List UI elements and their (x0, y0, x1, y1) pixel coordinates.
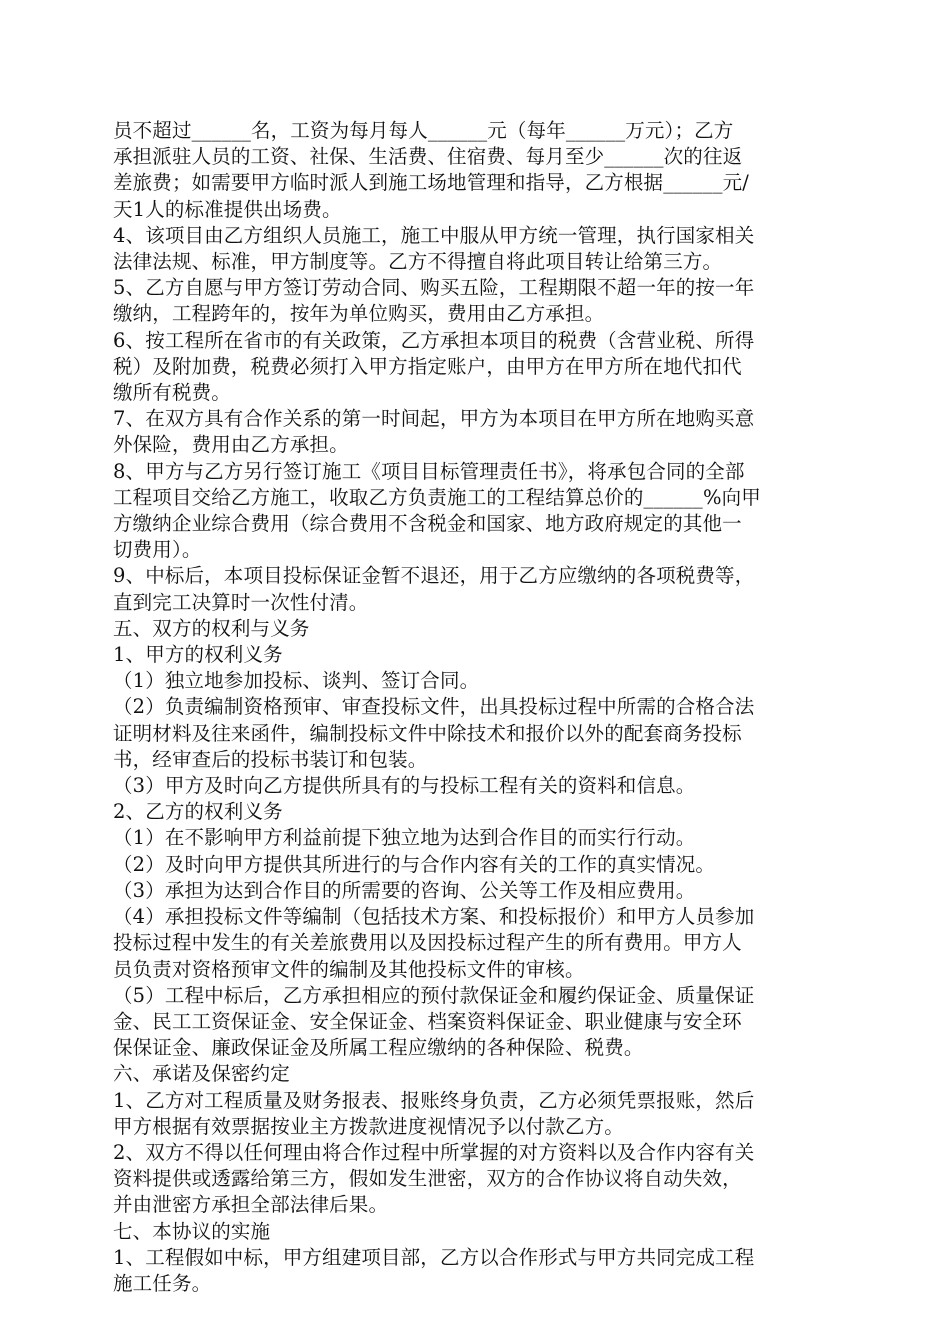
text-line: 4、该项目由乙方组织人员施工，施工中服从甲方统一管理，执行国家相关 (113, 223, 755, 247)
text-line: 8、甲方与乙方另行签订施工《项目目标管理责任书》，将承包合同的全部 (113, 459, 745, 483)
text-line: 承担派驻人员的工资、社保、生活费、住宿费、每月至少______次的往返 (113, 145, 743, 169)
text-line: 金、民工工资保证金、安全保证金、档案资料保证金、职业健康与安全环 (113, 1009, 742, 1033)
text-line: （1）在不影响甲方利益前提下独立地为达到合作目的而实行行动。 (113, 826, 696, 850)
text-line: （3）甲方及时向乙方提供所具有的与投标工程有关的资料和信息。 (113, 774, 696, 798)
text-line: 书，经审查后的投标书装订和包装。 (113, 747, 428, 771)
text-line: （4）承担投标文件等编制（包括技术方案、和投标报价）和甲方人员参加 (113, 905, 755, 929)
text-line: 天1人的标准提供出场费。 (113, 197, 342, 221)
section-heading: 五、双方的权利与义务 (113, 616, 310, 640)
text-line: 缴纳，工程跨年的，按年为单位购买，费用由乙方承担。 (113, 302, 605, 326)
text-line: 9、中标后，本项目投标保证金暂不退还，用于乙方应缴纳的各项税费等， (113, 564, 755, 588)
subsection-heading: 2、乙方的权利义务 (113, 800, 283, 824)
text-line: 并由泄密方承担全部法律后果。 (113, 1193, 389, 1217)
text-line: 工程项目交给乙方施工，收取乙方负责施工的工程结算总价的______%向甲 (113, 485, 761, 509)
text-line: 切费用）。 (113, 538, 202, 562)
text-line: 投标过程中发生的有关差旅费用以及因投标过程产生的所有费用。甲方人 (113, 931, 742, 955)
section-heading: 六、承诺及保密约定 (113, 1062, 290, 1086)
text-line: 员负责对资格预审文件的编制及其他投标文件的审核。 (113, 957, 585, 981)
text-line: （3）承担为达到合作目的所需要的咨询、公关等工作及相应费用。 (113, 878, 696, 902)
text-line: 2、双方不得以任何理由将合作过程中所掌握的对方资料以及合作内容有关 (113, 1140, 755, 1164)
text-line: 6、按工程所在省市的有关政策，乙方承担本项目的税费（含营业税、所得 (113, 328, 755, 352)
subsection-heading: 1、甲方的权利义务 (113, 643, 283, 667)
text-line: 甲方根据有效票据按业主方拨款进度视情况予以付款乙方。 (113, 1114, 624, 1138)
text-line: 1、工程假如中标，甲方组建项目部，乙方以合作形式与甲方共同完成工程 (113, 1245, 755, 1269)
text-line: 施工任务。 (113, 1271, 212, 1295)
text-line: 方缴纳企业综合费用（综合费用不含税金和国家、地方政府规定的其他一 (113, 512, 742, 536)
text-line: 直到完工决算时一次性付清。 (113, 590, 369, 614)
text-line: 外保险，费用由乙方承担。 (113, 433, 349, 457)
text-line: 保保证金、廉政保证金及所属工程应缴纳的各种保险、税费。 (113, 1036, 644, 1060)
text-line: （2）及时向甲方提供其所进行的与合作内容有关的工作的真实情况。 (113, 852, 716, 876)
text-line: （1）独立地参加投标、谈判、签订合同。 (113, 669, 480, 693)
text-line: 证明材料及往来函件，编制投标文件中除技术和报价以外的配套商务投标 (113, 721, 742, 745)
text-line: （5）工程中标后，乙方承担相应的预付款保证金和履约保证金、质量保证 (113, 983, 755, 1007)
text-line: 法律法规、标准，甲方制度等。乙方不得擅自将此项目转让给第三方。 (113, 250, 723, 274)
text-line: 1、乙方对工程质量及财务报表、报账终身负责，乙方必须凭票报账，然后 (113, 1088, 755, 1112)
text-line: 员不超过______名，工资为每月每人______元（每年______万元）；乙方 (113, 119, 734, 142)
text-line: （2）负责编制资格预审、审查投标文件，出具投标过程中所需的合格合法 (113, 695, 755, 719)
document-page (113, 118, 843, 1297)
text-line: 差旅费；如需要甲方临时派人到施工场地管理和指导，乙方根据______元/ (113, 171, 749, 195)
text-line: 缴所有税费。 (113, 381, 231, 405)
text-line: 7、在双方具有合作关系的第一时间起，甲方为本项目在甲方所在地购买意 (113, 407, 755, 431)
text-line: 资料提供或透露给第三方，假如发生泄密，双方的合作协议将自动失效， (113, 1167, 742, 1191)
text-line: 税）及附加费，税费必须打入甲方指定账户，由甲方在甲方所在地代扣代 (113, 354, 742, 378)
text-line: 5、乙方自愿与甲方签订劳动合同、购买五险，工程期限不超一年的按一年 (113, 276, 755, 300)
section-heading: 七、本协议的实施 (113, 1219, 271, 1243)
